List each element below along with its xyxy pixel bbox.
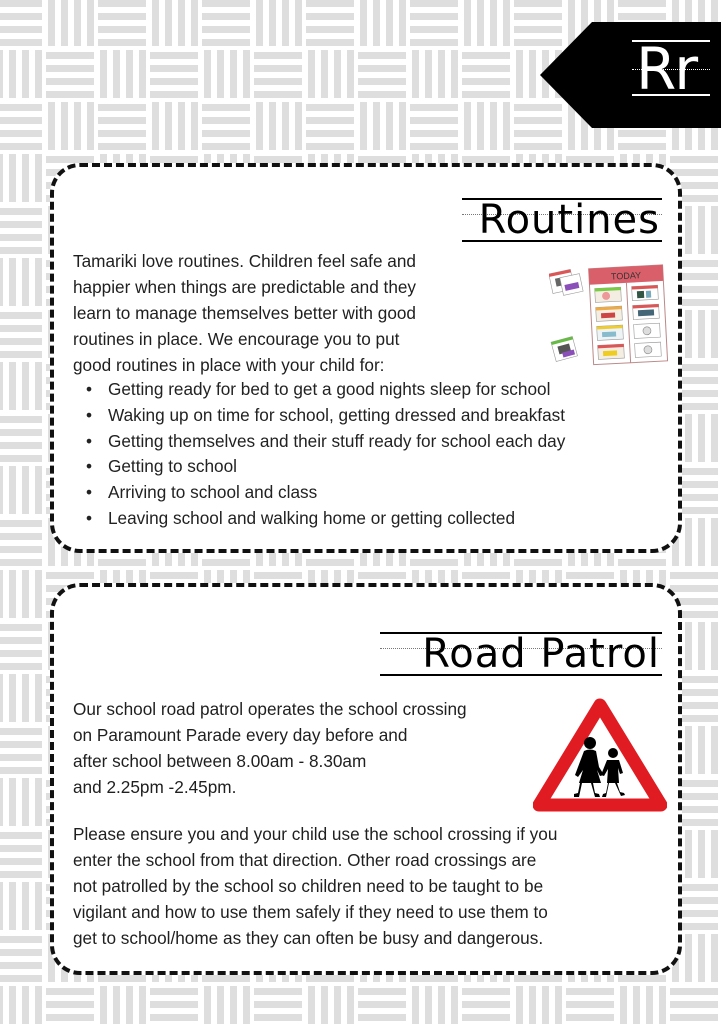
list-item [76,506,676,532]
routines-intro-line: happier when things are predictable and they [73,277,417,297]
routines-heading [462,198,662,242]
list-item-text: Getting themselves and their stuff ready for school each day [108,430,566,451]
road-patrol-schedule [73,696,553,800]
today-chart-heading: TODAY [610,270,642,282]
letter-tab-label [632,35,710,104]
list-item [76,429,676,455]
routines-card [50,163,682,553]
road-patrol-line: after school between 8.00am - 8.30am [73,751,367,771]
routines-intro-line: learn to manage themselves better with good [73,303,416,323]
routines-intro-line: Tamariki love routines. Children feel safe and [73,251,416,271]
routines-intro-line: routines in place. We encourage you to put [73,329,400,349]
road-patrol-advice-line: not patrolled by the school so children need to be taught to be [73,876,544,896]
list-item [76,377,676,403]
letter-tab-text: Rr [636,35,697,103]
letter-tab [540,22,721,128]
road-patrol-advice-line: Please ensure you and your child use the school crossing if you [73,824,558,844]
routines-list [76,377,676,532]
road-patrol-line: Our school road patrol operates the school crossing [73,699,467,719]
routines-intro-line: good routines in place with your child for: [73,355,385,375]
road-patrol-title: Road Patrol [422,631,660,677]
road-patrol-advice-line: get to school/home as they can often be busy and dangerous. [73,928,544,948]
bullet-icon: • [86,430,93,451]
road-patrol-advice [73,821,673,951]
road-patrol-line: and 2.25pm -2.45pm. [73,777,237,797]
bullet-icon: • [86,404,93,425]
road-patrol-advice-line: vigilant and how to use them safely if they need to use them to [73,902,548,922]
bullet-icon: • [86,482,93,503]
bullet-icon: • [86,379,93,399]
road-patrol-heading [380,632,662,676]
routines-title: Routines [478,197,660,243]
children-crossing-sign-icon [533,697,667,815]
list-item [76,403,676,429]
list-item-text: Arriving to school and class [108,482,318,503]
bullet-icon: • [86,456,93,477]
daily-schedule-chart-icon [549,263,669,368]
list-item [76,480,676,506]
road-patrol-line: on Paramount Parade every day before and [73,725,408,745]
list-item-text: Getting ready for bed to get a good nights sleep for school [108,379,551,399]
road-patrol-card [50,583,682,975]
list-item [76,454,676,480]
list-item-text: Waking up on time for school, getting dressed and breakfast [108,404,565,425]
list-item-text: Leaving school and walking home or getting collected [108,507,516,528]
road-patrol-advice-line: enter the school from that direction. Other road crossings are [73,850,537,870]
list-item-text: Getting to school [108,456,237,477]
routines-intro [73,248,503,378]
bullet-icon: • [86,507,93,528]
